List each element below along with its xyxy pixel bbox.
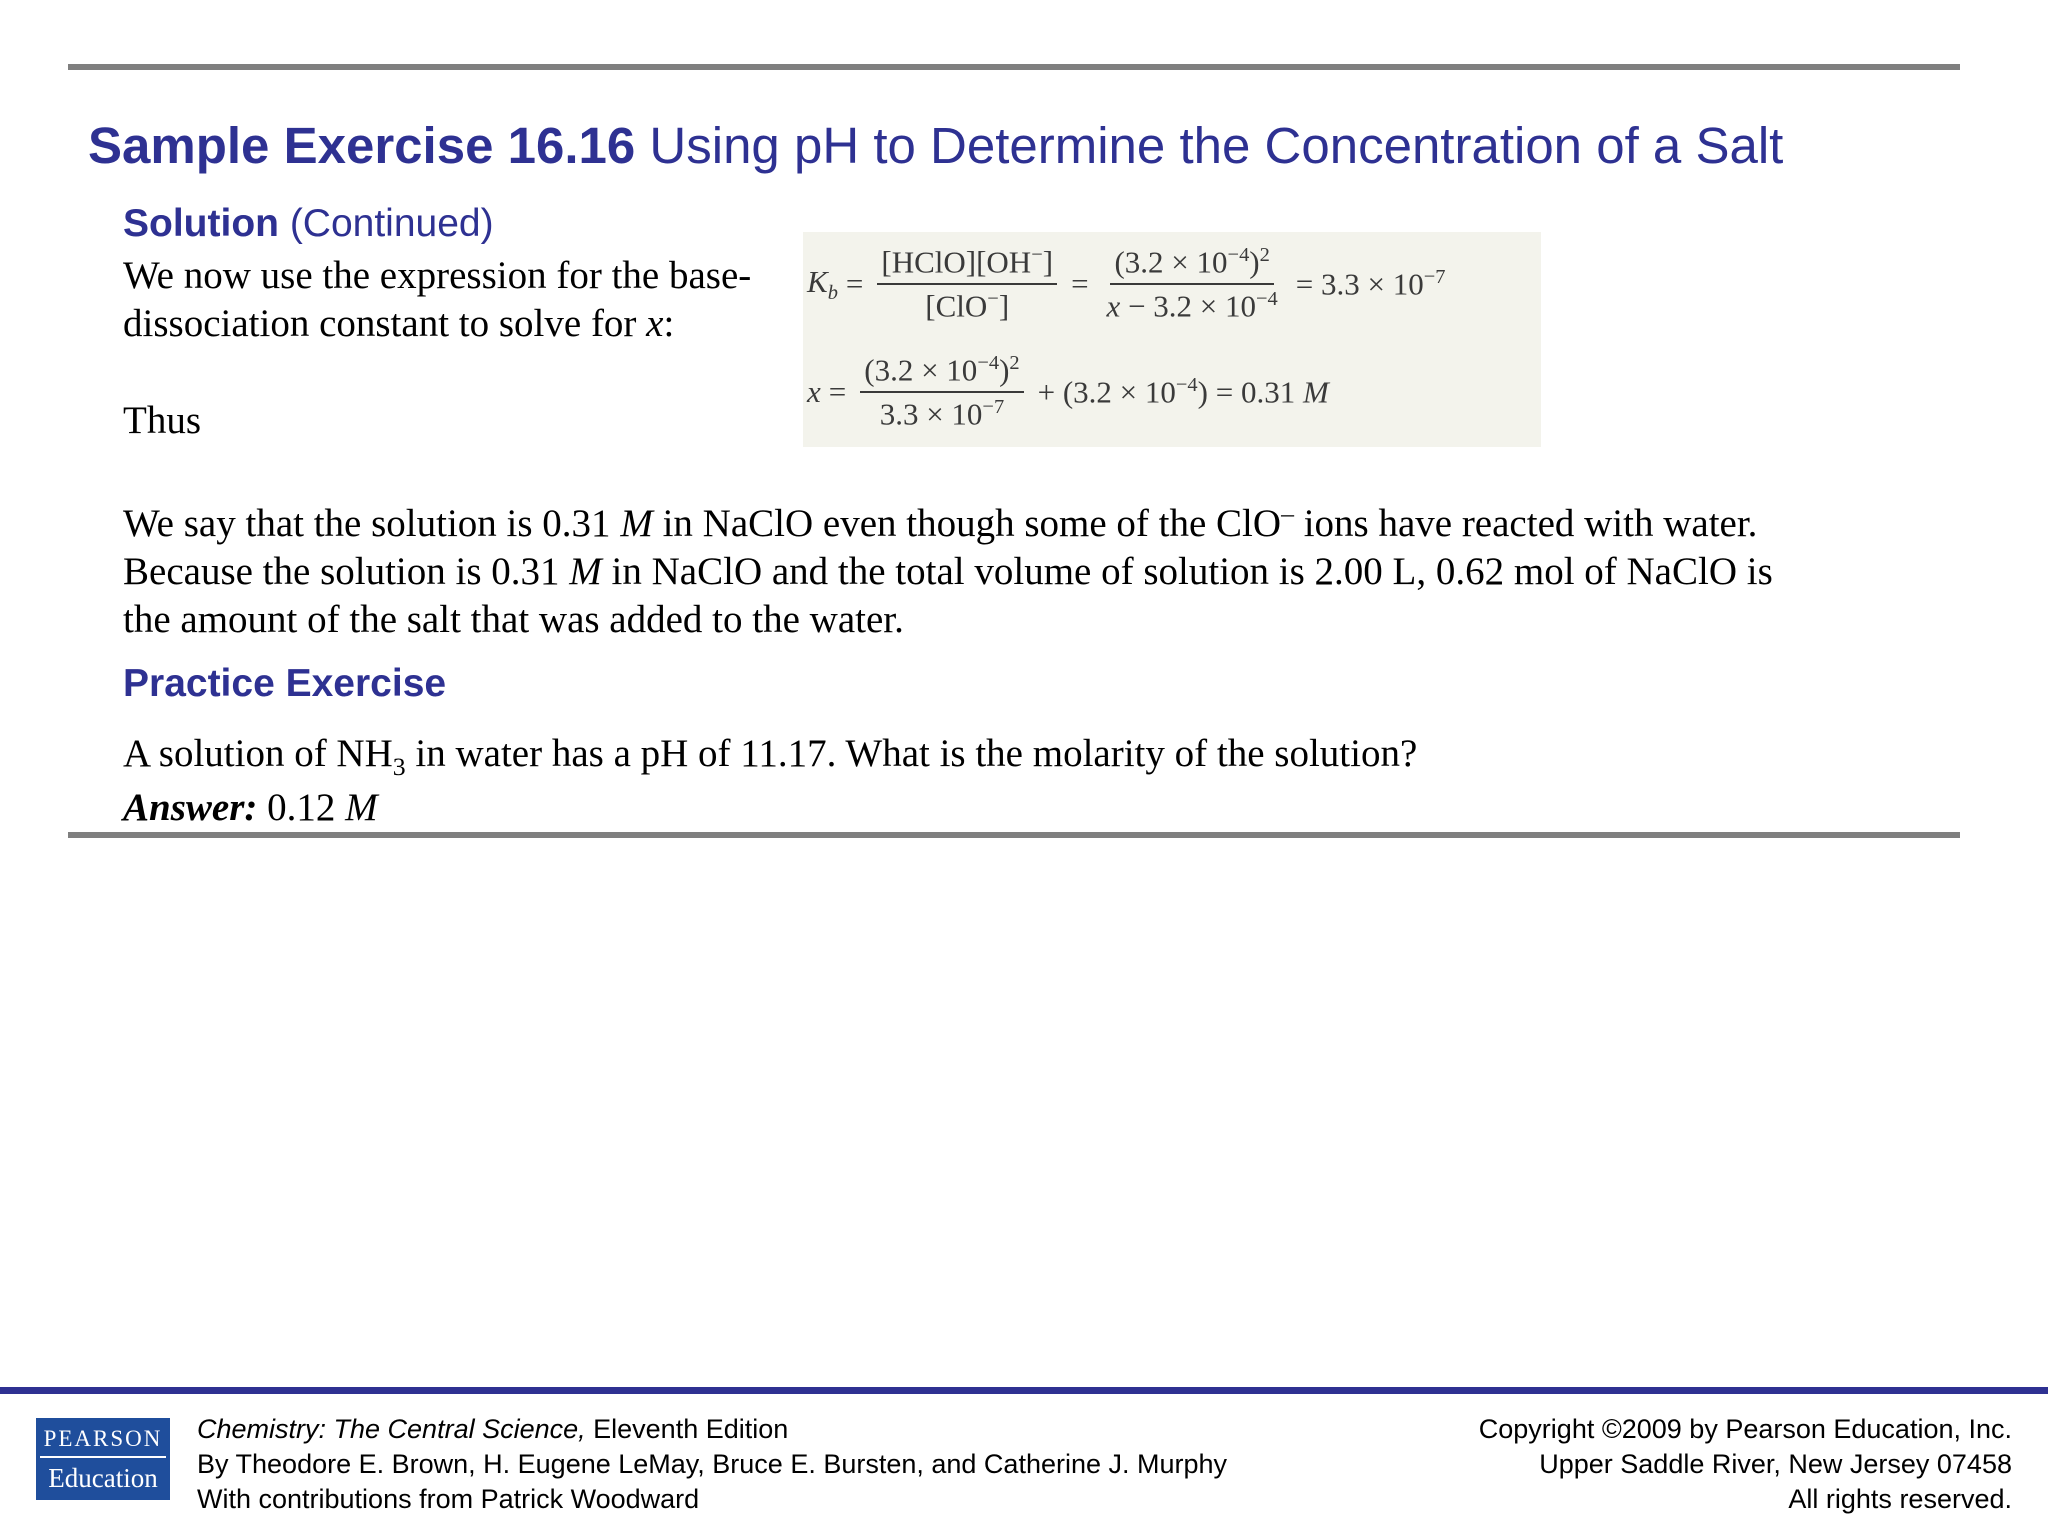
x-symbol: x — [807, 374, 821, 410]
f2-den-text: − 3.2 × 10 — [1120, 288, 1257, 324]
book-authors: By Theodore E. Brown, H. Eugene LeMay, Bruce E. Bursten, and Catherine J. Murphy — [197, 1449, 1228, 1479]
p1c: ions have reacted with water. — [1293, 502, 1758, 545]
f1-num-end: ] — [1042, 244, 1054, 280]
kb-fraction-2 — [1103, 244, 1282, 325]
answer-label: Answer: — [123, 786, 258, 829]
book-title: Chemistry: The Central Science, — [197, 1414, 586, 1444]
answer-value: 0.12 — [257, 786, 346, 829]
kb-symbol: K — [807, 263, 828, 299]
solution-intro-line1: We now use the expression for the base- — [123, 254, 752, 297]
explanation-paragraph — [123, 490, 1773, 644]
x-num-square: 2 — [1009, 352, 1020, 374]
book-title-line — [197, 1412, 1227, 1447]
x-equation — [807, 352, 1337, 433]
x-num-end: ) — [999, 352, 1010, 388]
copyright-notice — [1479, 1412, 2012, 1517]
book-contributions: With contributions from Patrick Woodward — [197, 1484, 700, 1514]
kb-fraction-2-numerator — [1110, 244, 1273, 285]
kb-fraction-1 — [877, 244, 1057, 325]
logo-bottom-text: Education — [48, 1463, 158, 1493]
solution-heading — [123, 202, 494, 246]
practice-q-text: A solution of NH — [123, 732, 393, 775]
answer-unit: M — [345, 786, 378, 829]
solution-intro — [123, 252, 751, 348]
p2b: in NaClO and the total volume of solution is 2.00 L, 0.62 mol of NaClO is — [601, 550, 1773, 593]
book-credits — [197, 1412, 1227, 1517]
x-fraction — [860, 352, 1023, 433]
copyright-line: Copyright ©2009 by Pearson Education, Inc. — [1478, 1414, 2012, 1444]
logo-separator — [40, 1456, 166, 1458]
publisher-address: Upper Saddle River, New Jersey 07458 — [1539, 1449, 2012, 1479]
equation-box — [803, 232, 1541, 447]
x-num-text: (3.2 × 10 — [864, 352, 978, 388]
equals-sign: = — [1071, 266, 1089, 302]
pearson-logo — [36, 1418, 170, 1500]
x-plus-text: + (3.2 × 10 — [1037, 374, 1176, 410]
x-den-text: 3.3 × 10 — [879, 396, 983, 432]
bottom-divider — [68, 832, 1960, 838]
p1-unit: M — [620, 502, 653, 545]
kb-result — [1296, 266, 1446, 302]
f2-den-sup: −4 — [1256, 288, 1278, 311]
rights-line: All rights reserved. — [1788, 1484, 2012, 1514]
x-plus-sup: −4 — [1175, 374, 1198, 397]
solution-intro-line2 — [123, 300, 751, 348]
practice-q-rest: in water has a pH of 11.17. What is the molarity of the solution? — [405, 732, 1418, 775]
logo-top-text: PEARSON — [43, 1426, 163, 1451]
f1-num-sup: − — [1031, 244, 1043, 266]
x-den-sup: −7 — [982, 396, 1005, 419]
f2-num-sup: −4 — [1227, 244, 1250, 266]
explanation-line3: the amount of the salt that was added to the water. — [123, 598, 904, 641]
title-exercise-number: Sample Exercise 16.16 — [88, 117, 636, 174]
x-fraction-numerator — [860, 352, 1023, 393]
explanation-line2 — [123, 548, 1773, 596]
title-text: Using pH to Determine the Concentration of a Salt — [649, 117, 1784, 174]
kb-equation — [807, 244, 1454, 325]
intro-text: dissociation constant to solve for — [123, 302, 647, 345]
solution-heading-label: Solution — [123, 202, 279, 245]
kb-fraction-2-denominator — [1103, 285, 1282, 324]
p1b: in NaClO even though some of the ClO — [652, 502, 1282, 545]
f2-num-text: (3.2 × 10 — [1114, 244, 1228, 280]
p2-unit: M — [569, 550, 602, 593]
intro-variable: x — [646, 302, 664, 345]
x-fraction-denominator — [876, 393, 1008, 432]
top-divider — [68, 64, 1960, 70]
f1-num-text: [HClO][OH — [881, 244, 1032, 280]
x-sum-term — [1038, 374, 1329, 410]
f1-den-sup: − — [987, 288, 999, 311]
equals-sign: = — [845, 266, 864, 302]
explanation-line1 — [123, 490, 1773, 548]
practice-q-sub: 3 — [392, 751, 406, 781]
f1-den-end: ] — [998, 288, 1010, 324]
p2a: Because the solution is 0.31 — [123, 550, 570, 593]
thus-label: Thus — [123, 399, 201, 442]
kb-result-text: = 3.3 × 10 — [1295, 266, 1424, 302]
kb-fraction-1-denominator — [921, 285, 1013, 324]
p1-sup: – — [1281, 499, 1294, 528]
x-plus-end: ) = 0.31 — [1197, 374, 1303, 410]
kb-subscript: b — [827, 281, 838, 304]
x-num-sup: −4 — [977, 352, 1000, 374]
page-title — [88, 116, 1783, 175]
practice-answer — [123, 784, 378, 832]
solution-heading-continued: (Continued) — [289, 202, 494, 245]
equals-sign: = — [828, 374, 847, 410]
f2-num-end: ) — [1249, 244, 1260, 280]
f2-den-var: x — [1106, 288, 1121, 324]
f2-num-square: 2 — [1259, 244, 1270, 266]
kb-lhs — [807, 264, 838, 305]
practice-question — [123, 730, 1417, 791]
p1a: We say that the solution is 0.31 — [123, 502, 621, 545]
kb-fraction-1-numerator — [877, 244, 1057, 285]
f1-den-text: [ClO — [925, 288, 988, 324]
practice-heading: Practice Exercise — [123, 662, 447, 705]
intro-colon: : — [663, 302, 675, 345]
x-unit: M — [1302, 374, 1329, 410]
footer-divider — [0, 1387, 2048, 1394]
kb-result-sup: −7 — [1423, 266, 1446, 289]
book-edition: Eleventh Edition — [585, 1414, 789, 1444]
